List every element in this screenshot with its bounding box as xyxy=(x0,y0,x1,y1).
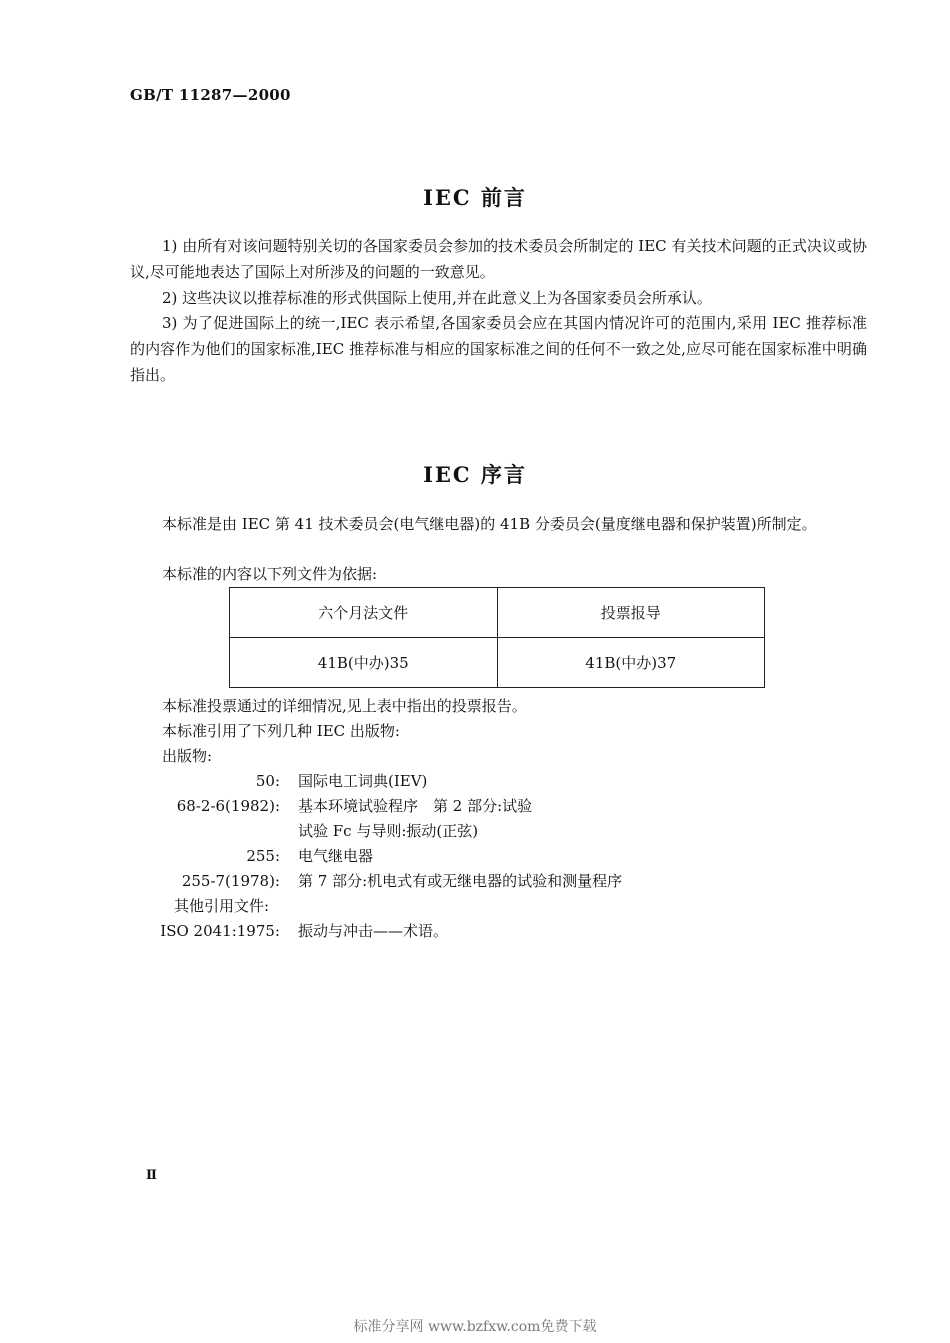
reference-row xyxy=(130,868,867,894)
reference-title: 振动与冲击——术语。 xyxy=(298,922,449,940)
other-references-label: 其他引用文件: xyxy=(174,897,270,915)
reference-title: 第 7 部分:机电式有或无继电器的试验和测量程序 xyxy=(298,872,623,890)
footer-watermark: 标准分享网 www.bzfxw.com免费下载 xyxy=(353,1319,597,1335)
references-intro-line: 本标准引用了下列几种 IEC 出版物: xyxy=(162,722,400,740)
reference-code: ISO 2041:1975: xyxy=(160,922,280,940)
reference-row xyxy=(130,818,867,844)
reference-title: 基本环境试验程序 第 2 部分:试验 xyxy=(298,797,533,815)
standard-number: GB/T 11287—2000 xyxy=(130,86,291,104)
reference-code: 68-2-6(1982): xyxy=(176,797,280,815)
six-month-doc-value: 41B(中办)35 xyxy=(230,638,498,688)
basis-line: 本标准的内容以下列文件为依据: xyxy=(162,565,378,583)
reference-code: 255-7(1978): xyxy=(181,872,280,890)
iec-preface-title: IEC 序言 xyxy=(423,462,527,487)
reference-title: 国际电工词典(IEV) xyxy=(298,772,428,790)
foreword-paragraph-2: 2) 这些决议以推荐标准的形式供国际上使用,并在此意义上为各国家委员会所承认。 xyxy=(162,289,712,307)
reference-row xyxy=(130,768,867,794)
reference-code: 50: xyxy=(255,772,280,790)
preface-intro: 本标准是由 IEC 第 41 技术委员会(电气继电器)的 41B 分委员会(量度继电器和保护装置)所制定。 xyxy=(162,515,817,533)
page-number: Ⅱ xyxy=(146,1168,157,1183)
vote-details-line: 本标准投票通过的详细情况,见上表中指出的投票报告。 xyxy=(162,697,527,715)
foreword-paragraph-3: 3) 为了促进国际上的统一,IEC 表示希望,各国家委员会应在其国内情况许可的范围内,采用 IEC 推荐标准的内容作为他们的国家标准,IEC 推荐标准与相应的国家标准之间的任何不一致之处,应尽可能在国家标准中明确指出。 xyxy=(130,314,867,384)
voting-report-value: 41B(中办)37 xyxy=(497,638,765,688)
reference-row xyxy=(130,918,867,944)
reference-title: 电气继电器 xyxy=(298,847,374,865)
reference-row xyxy=(130,793,867,819)
voting-documents-table xyxy=(229,587,765,688)
reference-code: 255: xyxy=(246,847,280,865)
reference-row xyxy=(130,843,867,869)
iec-foreword-title: IEC 前言 xyxy=(423,185,527,210)
reference-title: 试验 Fc 与导则:振动(正弦) xyxy=(298,822,479,840)
table-header-row xyxy=(230,588,765,638)
voting-report-header: 投票报导 xyxy=(497,588,765,638)
six-month-doc-header: 六个月法文件 xyxy=(230,588,498,638)
table-row xyxy=(230,638,765,688)
foreword-paragraph-1: 1) 由所有对该问题特别关切的各国家委员会参加的技术委员会所制定的 IEC 有关技术问题的正式决议或协议,尽可能地表达了国际上对所涉及的问题的一致意见。 xyxy=(130,237,867,281)
publications-label: 出版物: xyxy=(162,747,213,765)
